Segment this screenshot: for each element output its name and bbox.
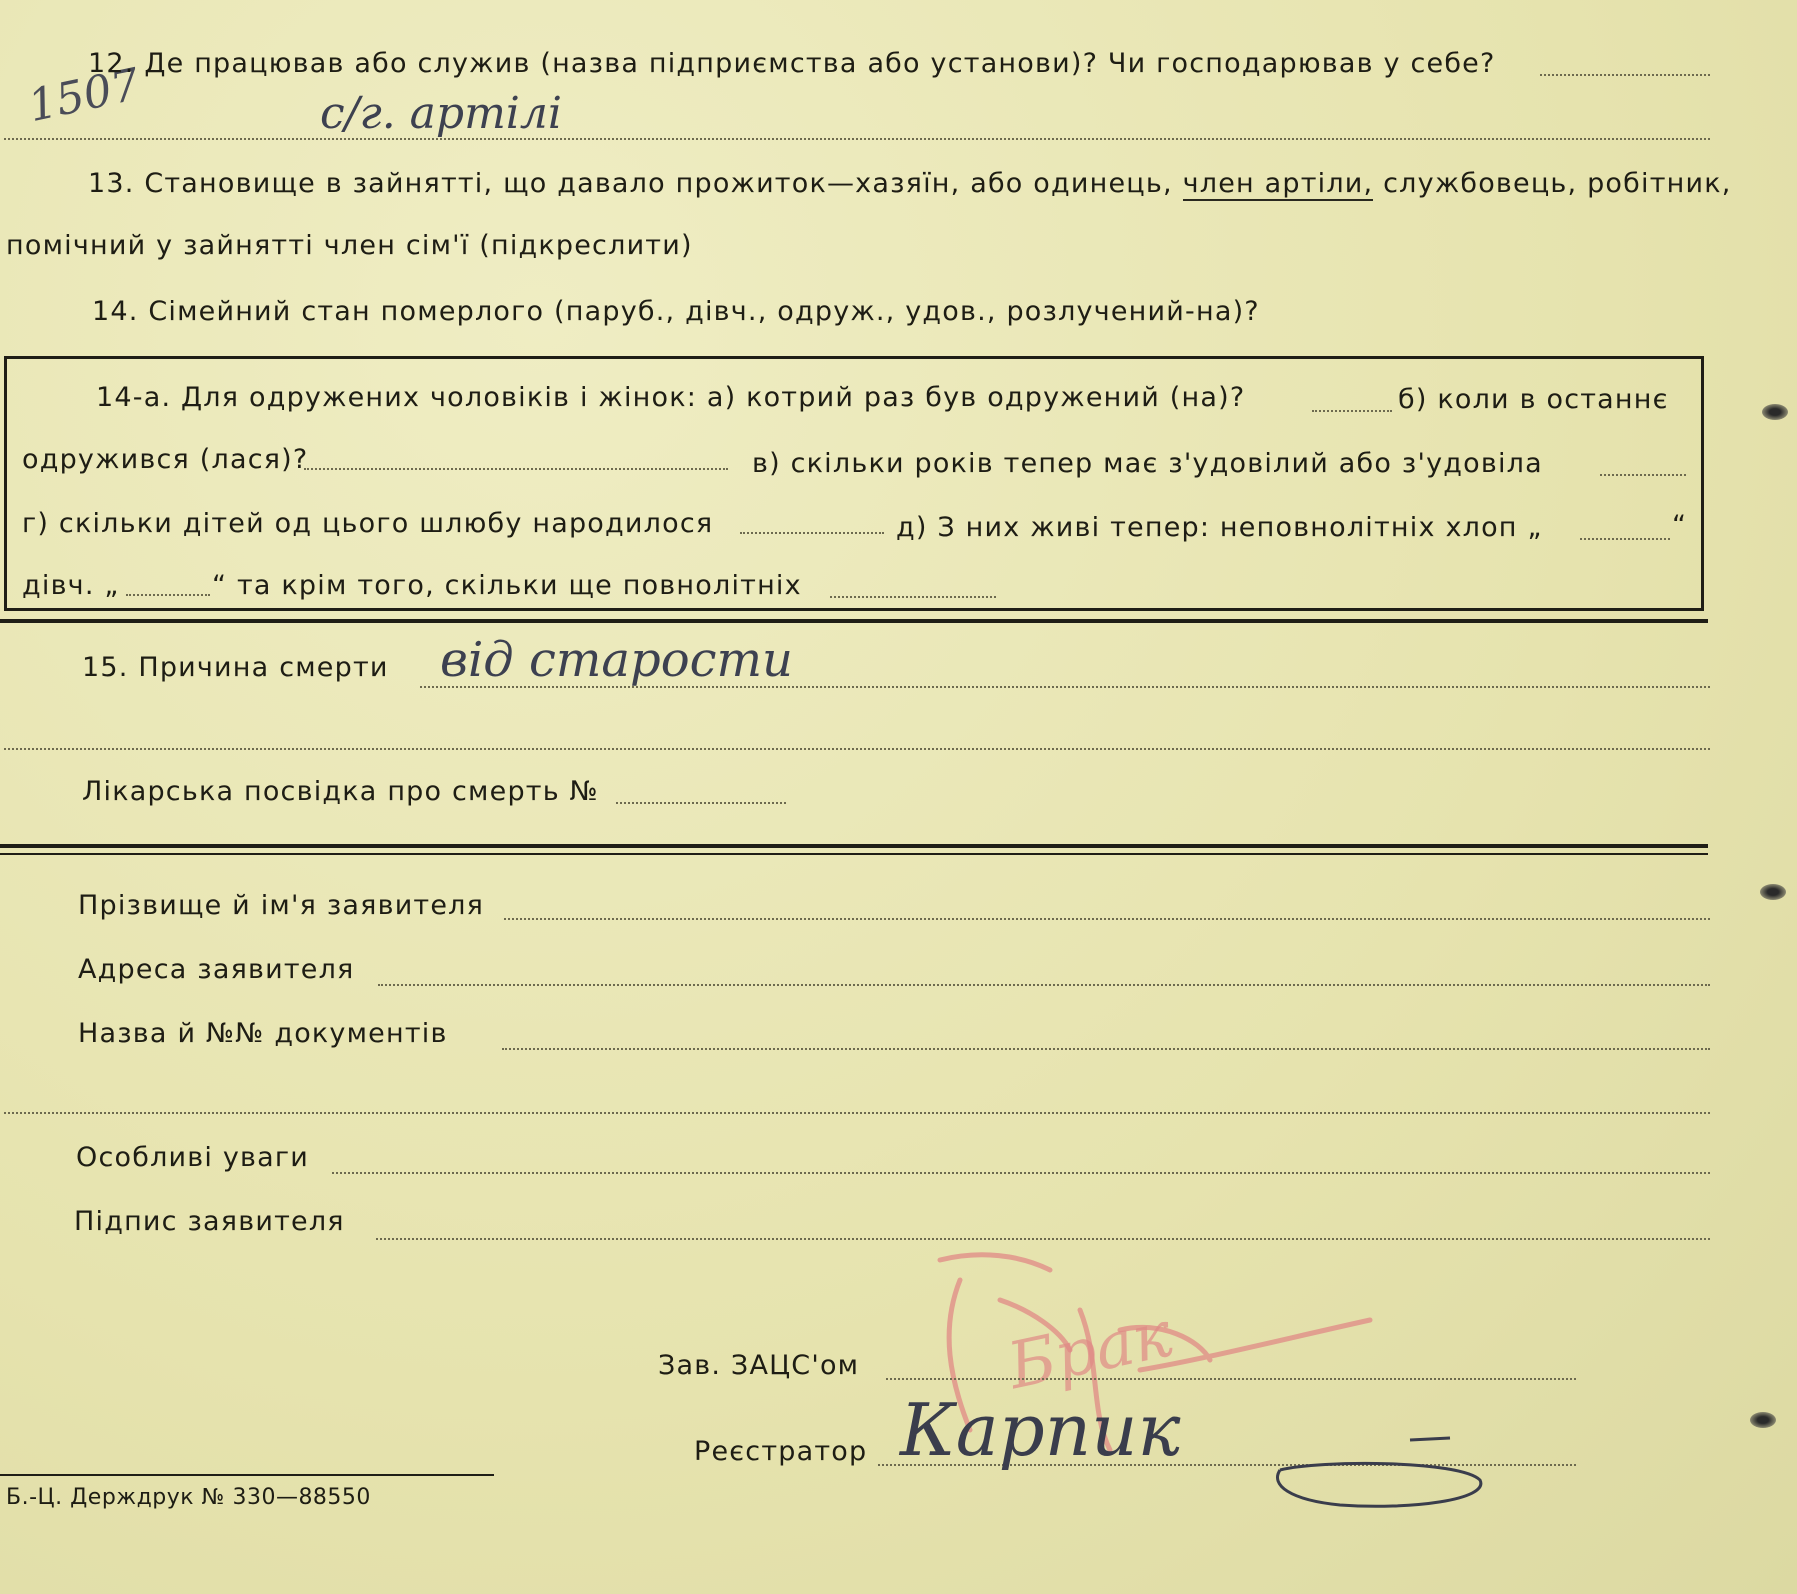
q14a-dots-4: [740, 532, 884, 534]
registrar-signature: Карпик: [900, 1388, 1181, 1472]
applicant-address-field[interactable]: [378, 984, 1710, 986]
margin-note: 1507: [23, 58, 145, 133]
red-stamp-text: Брак: [1001, 1297, 1179, 1405]
q13-label-part1: 13. Становище в зайнятті, що давало прожиток—хазяїн, або одинець,: [88, 168, 1173, 199]
q12-answer[interactable]: с/г. артілі: [320, 88, 562, 139]
q15-dots-2: [4, 748, 1710, 750]
q12-dots-1: [1540, 74, 1710, 76]
double-rule-top: [0, 844, 1708, 848]
applicant-address-label: Адреса заявителя: [78, 954, 355, 985]
q14a-dots-2: [304, 468, 728, 470]
q14-label: 14. Сімейний стан померлого (паруб., дівч., одруж., удов., розлучений-на)?: [92, 296, 1260, 327]
notes-field[interactable]: [332, 1172, 1710, 1174]
q14a-line1b: б) коли в останнє: [1398, 384, 1669, 415]
applicant-name-label: Прізвище й ім'я заявителя: [78, 890, 485, 921]
q12-answer-line: [4, 138, 1710, 140]
head-signature-field[interactable]: [886, 1378, 1576, 1380]
q13-line2: помічний у зайнятті член сім'ї (підкреслити): [6, 230, 693, 261]
documents-label: Назва й №№ документів: [78, 1018, 448, 1049]
applicant-name-field[interactable]: [504, 918, 1710, 920]
q14a-line2b: в) скільки років тепер має з'удовілий або з'удовіла: [752, 448, 1543, 479]
binding-hole-3: [1750, 1412, 1776, 1428]
q14a-dots-1: [1312, 410, 1392, 412]
flourish-dash: [1410, 1438, 1450, 1440]
q15-label: 15. Причина смерти: [82, 652, 389, 683]
q14a-line1a: 14-а. Для одружених чоловіків і жінок: а) котрий раз був одружений (на)?: [96, 382, 1246, 413]
binding-hole-1: [1762, 404, 1788, 420]
printer-imprint: Б.-Ц. Держдрук № 330—88550: [6, 1485, 371, 1510]
q14a-dots-7: [830, 596, 996, 598]
rule-under-box: [0, 619, 1708, 623]
q14a-line3b: д) З них живі тепер: неповнолітніх хлоп „: [896, 512, 1543, 543]
q14a-line3c: “: [1672, 510, 1688, 541]
documents-field[interactable]: [502, 1048, 1710, 1050]
q14a-dots-5: [1580, 538, 1670, 540]
imprint-rule: [0, 1474, 494, 1476]
q15-answer[interactable]: від старости: [440, 632, 793, 688]
head-label: Зав. ЗАЦС'ом: [658, 1350, 860, 1381]
registrar-signature-flourish: [1260, 1430, 1560, 1520]
q13-underlined-option: член артіли,: [1182, 168, 1374, 199]
q14a-line3a: г) скільки дітей од цього шлюбу народилося: [22, 508, 714, 539]
medical-label: Лікарська посвідка про смерть №: [82, 776, 599, 807]
q14a-line4b: “ та крім того, скільки ще повнолітніх: [212, 570, 802, 601]
q14a-line4a: дівч. „: [22, 570, 120, 601]
binding-hole-2: [1760, 884, 1786, 900]
medical-dots: [616, 802, 786, 804]
q13-line1: [88, 168, 1732, 200]
q14a-dots-6: [126, 594, 210, 596]
flourish-loop: [1278, 1463, 1481, 1506]
q15-dots-1: [420, 686, 1710, 688]
q14a-line2a: одружився (лася)?: [22, 444, 309, 475]
q12-label: 12. Де працював або служив (назва підприємства або установи)? Чи господарював у себе?: [88, 48, 1496, 79]
q13-label-part2: службовець, робітник,: [1383, 168, 1732, 199]
double-rule-bottom: [0, 853, 1708, 855]
notes-label: Особливі уваги: [76, 1142, 310, 1173]
signature-label: Підпис заявителя: [74, 1206, 345, 1237]
registrar-label: Реєстратор: [694, 1436, 868, 1467]
documents-field-2[interactable]: [4, 1112, 1710, 1114]
q14a-dots-3: [1600, 474, 1686, 476]
